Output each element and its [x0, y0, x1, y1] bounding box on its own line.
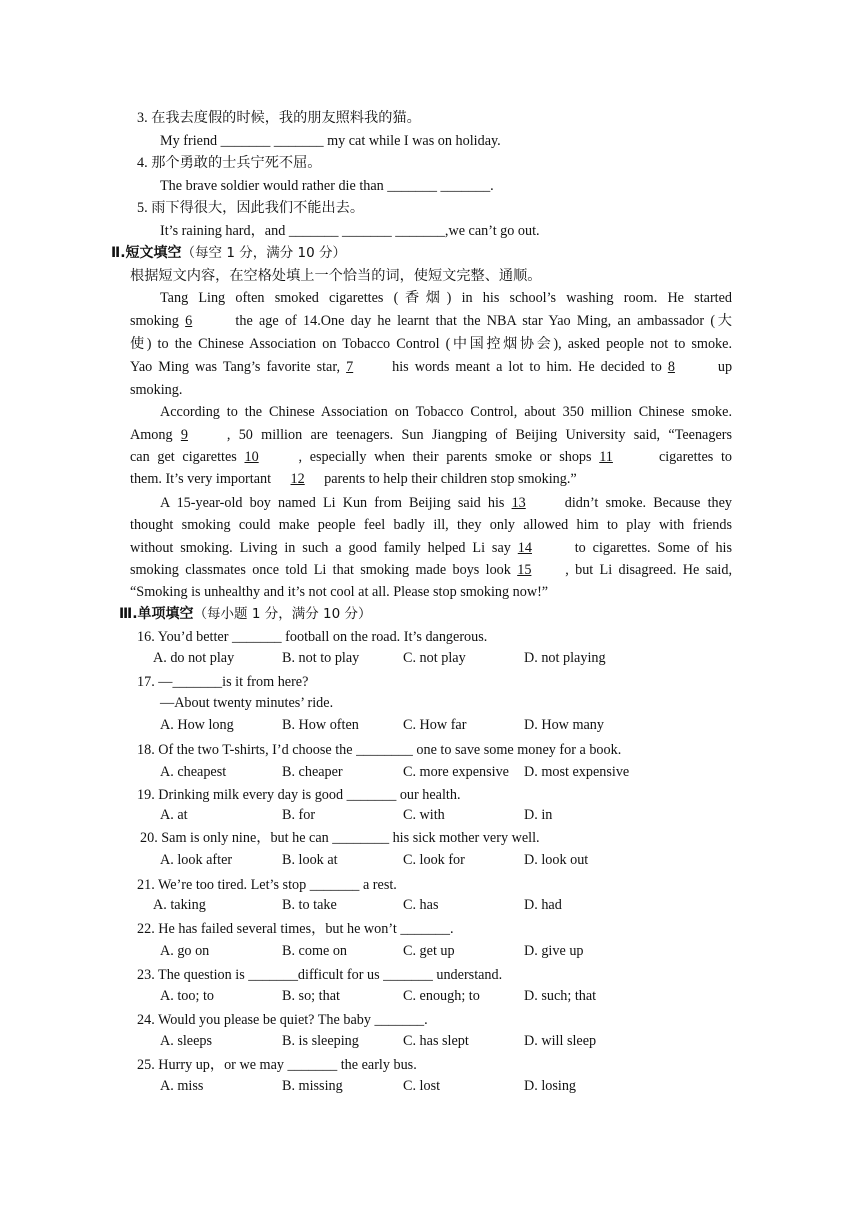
section-2-title: Ⅱ.短文填空 — [111, 245, 182, 261]
q20-option-b: B. look at — [282, 852, 338, 868]
q17-option-d: D. How many — [524, 717, 604, 733]
q19-option-c: C. with — [403, 807, 445, 823]
blank-10: 10 — [244, 449, 259, 465]
question-17: 17. —_______is it from here? — [137, 674, 309, 690]
q20-option-a: A. look after — [160, 852, 233, 868]
question-22: 22. He has failed several times，but he won’t _______. — [137, 921, 454, 937]
section-3-score-note: （每小题 1 分，满分 10 分） — [193, 606, 372, 622]
q24-option-a: A. sleeps — [160, 1033, 213, 1049]
q25-option-b: B. missing — [282, 1078, 343, 1094]
blank-15: 15 — [517, 562, 532, 578]
p3-line-3: without smoking. Living in such a good family helped Li say 14 to cigarettes. Some of his — [130, 540, 732, 556]
q18-option-a: A. cheapest — [160, 764, 227, 780]
question-18: 18. Of the two T-shirts, I’d choose the ________ one to save some money for a book. — [137, 742, 622, 758]
q5-english: It’s raining hard，and _______ _______ _______,we can’t go out. — [160, 223, 540, 239]
q22-option-a: A. go on — [160, 943, 210, 959]
q21-option-a: A. taking — [153, 897, 206, 913]
question-20: 20. Sam is only nine，but he can ________ his sick mother very well. — [140, 830, 540, 846]
q17-option-a: A. How long — [160, 717, 234, 733]
p2-line-1: According to the Chinese Association on Tobacco Control, about 350 million Chinese smoke. — [160, 404, 732, 420]
q22-option-d: D. give up — [524, 943, 584, 959]
question-19: 19. Drinking milk every day is good _______ our health. — [137, 787, 461, 803]
section-2-heading — [111, 243, 346, 263]
q21-option-d: D. had — [524, 897, 562, 913]
question-23: 23. The question is _______difficult for us _______ understand. — [137, 967, 503, 983]
blank-14: 14 — [517, 540, 532, 556]
q18-option-c: C. more expensive — [403, 764, 509, 780]
p3-line-5: “Smoking is unhealthy and it’s not cool at all. Please stop smoking now!” — [130, 584, 549, 600]
q16-option-a: A. do not play — [153, 650, 235, 666]
q4-english: The brave soldier would rather die than _______ _______. — [160, 178, 494, 194]
blank-9: 9 — [180, 427, 188, 443]
q20-option-d: D. look out — [524, 852, 589, 868]
p3-line-1: A 15-year-old boy named Li Kun from Beijing said his 13 didn’t smoke. Because they — [160, 495, 733, 511]
q22-option-b: B. come on — [282, 943, 348, 959]
blank-7: 7 — [346, 359, 354, 375]
q24-option-b: B. is sleeping — [282, 1033, 359, 1049]
q20-option-c: C. look for — [403, 852, 465, 868]
p2-line-3: can get cigarettes 10 , especially when their parents smoke or shops 11 cigarettes to — [130, 449, 733, 465]
q24-option-d: D. will sleep — [524, 1033, 597, 1049]
q17-option-c: C. How far — [403, 717, 467, 733]
blank-13: 13 — [511, 495, 526, 511]
question-17-answer-line: —About twenty minutes’ ride. — [160, 695, 334, 711]
q23-option-b: B. so; that — [282, 988, 340, 1004]
question-25: 25. Hurry up，or we may _______ the early bus. — [137, 1057, 417, 1073]
q3-english: My friend _______ _______ my cat while I was on holiday. — [160, 133, 501, 149]
q3-chinese: 3. 在我去度假的时候，我的朋友照料我的猫。 — [137, 110, 421, 126]
q16-option-b: B. not to play — [282, 650, 360, 666]
p2-line-4: them. It’s very important 12 parents to help their children stop smoking.” — [130, 471, 577, 487]
q5-chinese: 5. 雨下得很大，因此我们不能出去。 — [137, 200, 365, 216]
section-2-instruction: 根据短文内容，在空格处填上一个恰当的词，使短文完整、通顺。 — [130, 268, 542, 284]
p1-line-5: smoking. — [130, 382, 183, 398]
q21-option-c: C. has — [403, 897, 439, 913]
p3-line-4: smoking classmates once told Li that smoking made boys look 15 , but Li disagreed. He said, — [130, 562, 733, 578]
q24-option-c: C. has slept — [403, 1033, 469, 1049]
q17-option-b: B. How often — [282, 717, 359, 733]
blank-12: 12 — [290, 471, 305, 487]
q23-option-a: A. too; to — [160, 988, 214, 1004]
q25-option-d: D. losing — [524, 1078, 577, 1094]
question-21: 21. We’re too tired. Let’s stop _______ a rest. — [137, 877, 397, 893]
q19-option-b: B. for — [282, 807, 316, 823]
q21-option-b: B. to take — [282, 897, 337, 913]
q19-option-d: D. in — [524, 807, 553, 823]
question-16: 16. You’d better _______ football on the road. It’s dangerous. — [137, 629, 488, 645]
section-2-score-note: （每空 1 分，满分 10 分） — [181, 245, 346, 261]
section-3-title: Ⅲ.单项填空 — [119, 606, 194, 622]
p1-line-1: Tang Ling often smoked cigarettes (香烟) in his school’s washing room. He started — [160, 290, 732, 306]
question-24: 24. Would you please be quiet? The baby _______. — [137, 1012, 428, 1028]
q18-option-b: B. cheaper — [282, 764, 343, 780]
p1-line-3: 使) to the Chinese Association on Tobacco Control (中国控烟协会), asked people not to smoke. — [130, 336, 732, 352]
section-3-heading — [119, 604, 372, 624]
q16-option-d: D. not playing — [524, 650, 606, 666]
blank-8: 8 — [667, 359, 675, 375]
blank-6: 6 — [185, 313, 193, 329]
q23-option-d: D. such; that — [524, 988, 597, 1004]
blank-11: 11 — [599, 449, 613, 465]
q22-option-c: C. get up — [403, 943, 455, 959]
p1-line-2: smoking 6 the age of 14.One day he learnt that the NBA star Yao Ming, an ambassador (大 — [130, 313, 732, 329]
q19-option-a: A. at — [160, 807, 188, 823]
q4-chinese: 4. 那个勇敢的士兵宁死不屈。 — [137, 155, 322, 171]
p2-line-2: Among 9 , 50 million are teenagers. Sun Jiangping of Beijing University said, “Teenagers — [130, 427, 732, 443]
q25-option-a: A. miss — [160, 1078, 204, 1094]
p1-line-4: Yao Ming was Tang’s favorite star, 7 his words meant a lot to him. He decided to 8 up — [130, 359, 733, 375]
q23-option-c: C. enough; to — [403, 988, 480, 1004]
q16-option-c: C. not play — [403, 650, 466, 666]
p3-line-2: thought smoking could make people feel badly ill, they only allowed him to play with friends — [130, 517, 732, 533]
q25-option-c: C. lost — [403, 1078, 441, 1094]
q18-option-d: D. most expensive — [524, 764, 630, 780]
